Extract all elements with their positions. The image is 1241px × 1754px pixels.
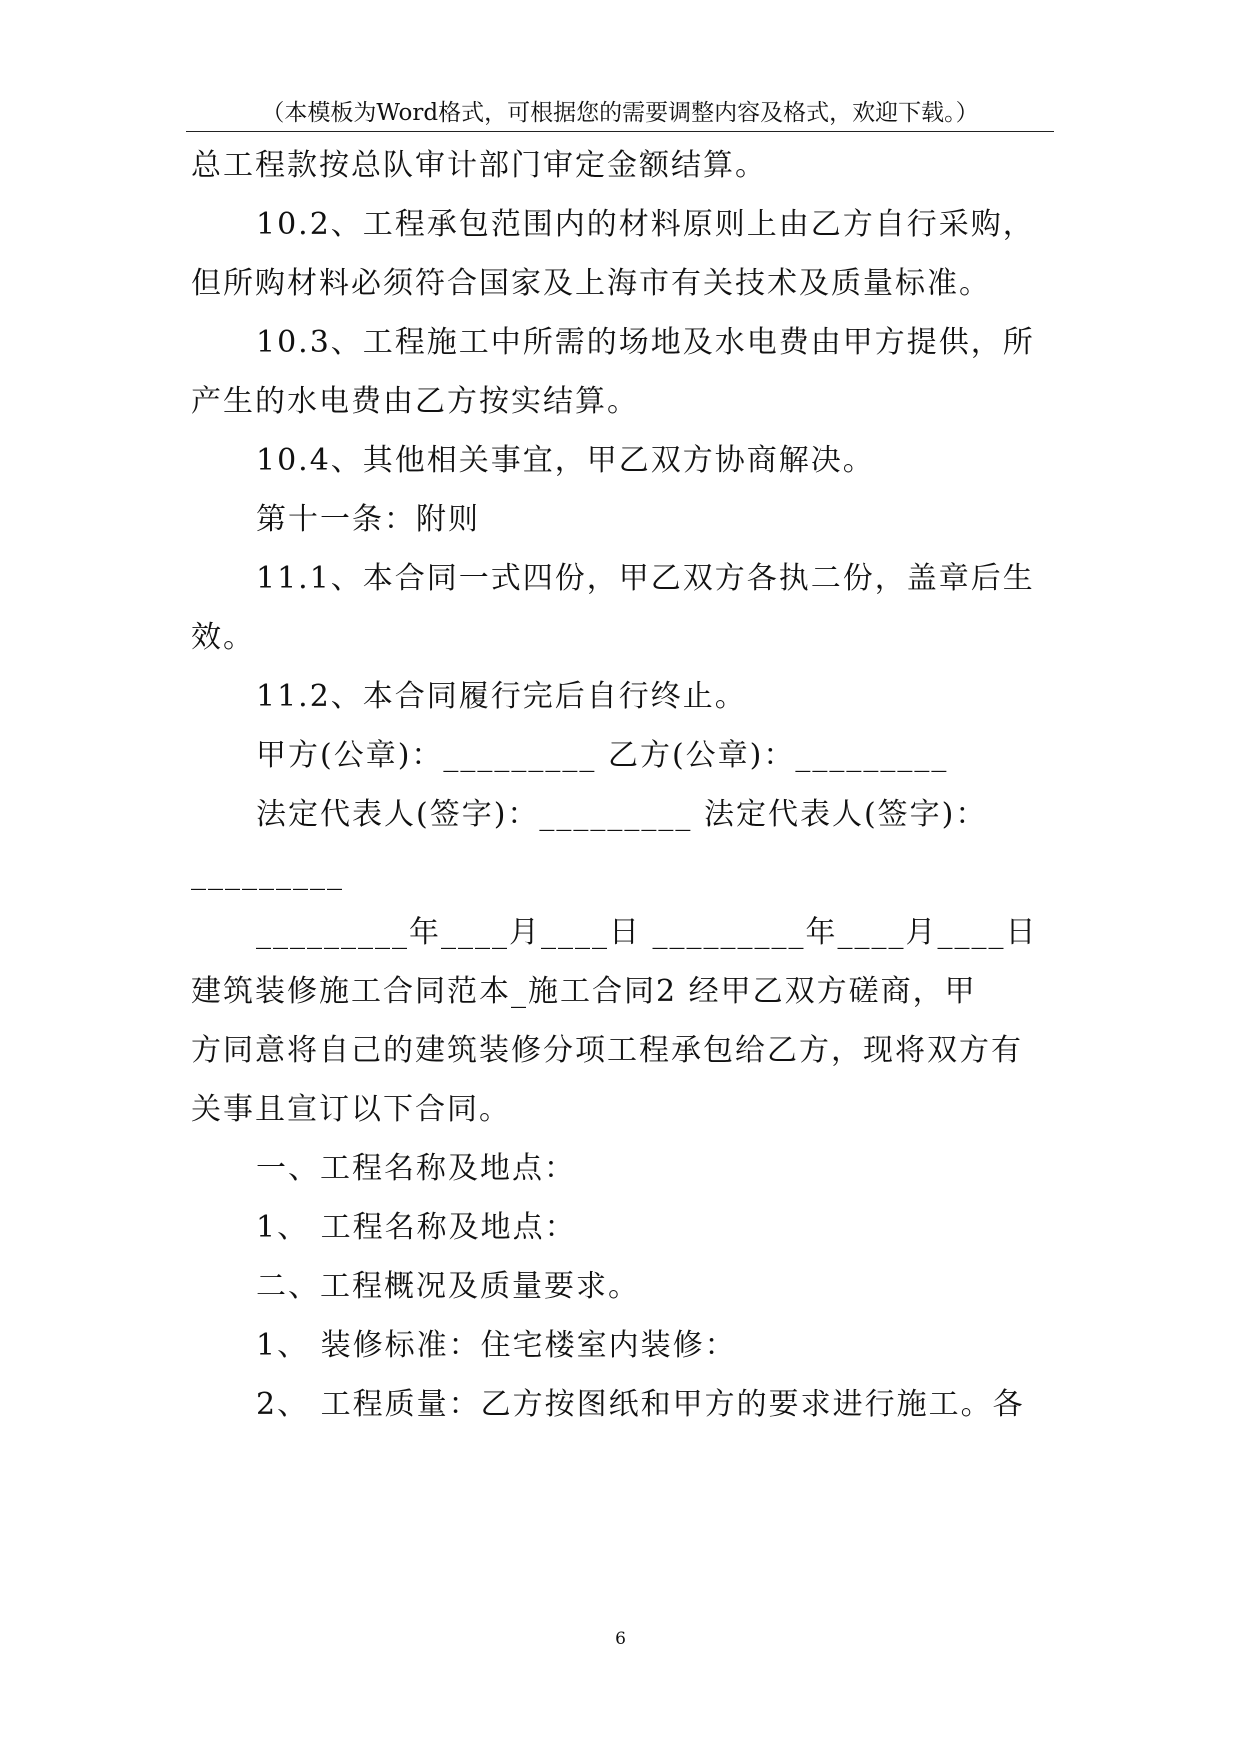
text-line: 但所购材料必须符合国家及上海市有关技术及质量标准。 bbox=[191, 266, 991, 301]
section-heading: 第十一条：附则 bbox=[256, 502, 480, 537]
date-line: _________年____月____日 _________年____月____日 bbox=[256, 915, 1038, 950]
signature-line-seal: 甲方(公章)：_________ 乙方(公章)：_________ bbox=[256, 738, 949, 773]
text-line: 关事且宣订以下合同。 bbox=[191, 1092, 511, 1127]
signature-line-representative: 法定代表人(签字)：_________ 法定代表人(签字)： bbox=[256, 797, 988, 832]
text-line: 11.2、本合同履行完后自行终止。 bbox=[256, 679, 747, 714]
text-line: 10.4、其他相关事宜，甲乙双方协商解决。 bbox=[256, 443, 875, 478]
header-divider bbox=[186, 131, 1054, 132]
text-line: 总工程款按总队审计部门审定金额结算。 bbox=[191, 148, 767, 183]
text-line: 建筑装修施工合同范本_施工合同2 经甲乙双方磋商，甲 bbox=[191, 974, 977, 1009]
section-heading: 一、工程名称及地点： bbox=[256, 1151, 576, 1186]
section-heading: 二、工程概况及质量要求。 bbox=[256, 1269, 640, 1304]
list-item: 1、 装修标准：住宅楼室内装修： bbox=[256, 1328, 737, 1363]
list-item: 2、 工程质量：乙方按图纸和甲方的要求进行施工。各 bbox=[256, 1387, 1025, 1422]
header-note: （本模板为Word格式，可根据您的需要调整内容及格式，欢迎下载。） bbox=[261, 100, 979, 126]
text-line: 10.3、工程施工中所需的场地及水电费由甲方提供，所 bbox=[256, 325, 1035, 360]
page-number: 6 bbox=[615, 1629, 626, 1649]
text-line: 11.1、本合同一式四份，甲乙双方各执二份，盖章后生 bbox=[256, 561, 1035, 596]
text-line: 10.2、工程承包范围内的材料原则上由乙方自行采购， bbox=[256, 207, 1035, 242]
text-line: 效。 bbox=[191, 620, 255, 655]
list-item: 1、 工程名称及地点： bbox=[256, 1210, 577, 1245]
text-line: 产生的水电费由乙方按实结算。 bbox=[191, 384, 639, 419]
text-line: 方同意将自己的建筑装修分项工程承包给乙方，现将双方有 bbox=[191, 1033, 1023, 1068]
signature-blank: _________ bbox=[191, 856, 344, 891]
